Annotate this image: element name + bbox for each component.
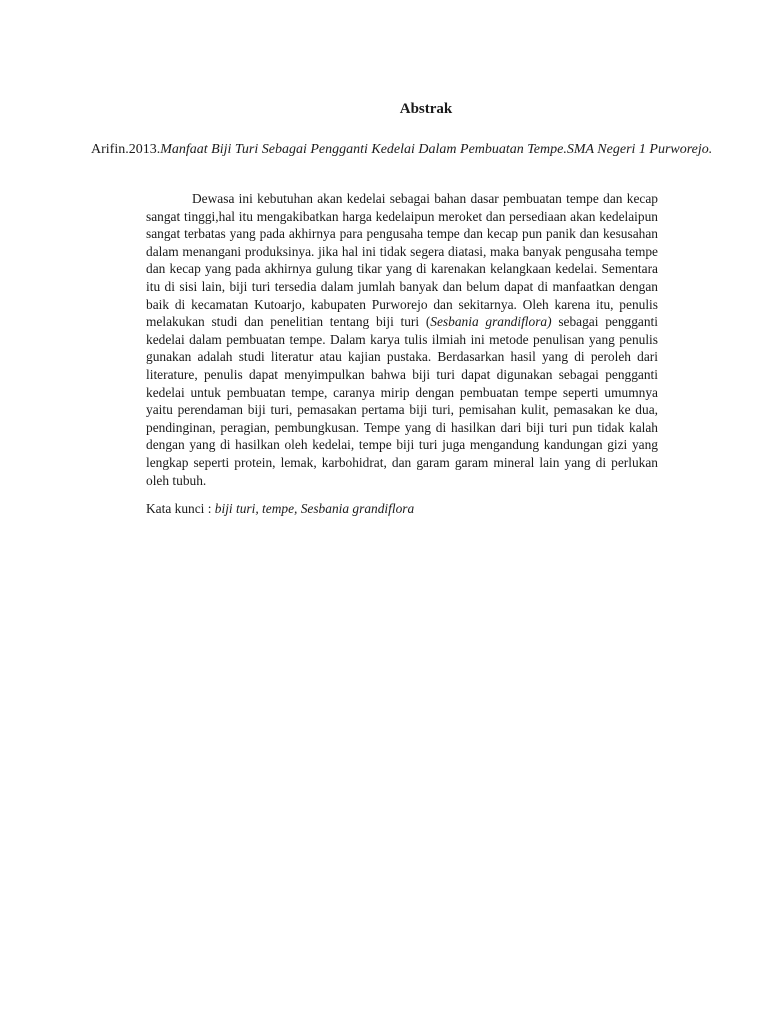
keywords-values: biji turi, tempe, Sesbania grandiflora — [214, 501, 415, 516]
abstract-heading: Abstrak — [399, 101, 453, 117]
abstract-species-name: Sesbania grandiflora) — [430, 314, 552, 330]
citation-author-year: Arifin.2013. — [91, 142, 161, 157]
abstract-text-part2: sebagai pengganti kedelai dalam pembuatan tempe. Dalam karya tulis ilmiah ini metode penulisan yang penulis gunakan adalah studi literatur atau kajian pustaka. Berdasarkan hasil yang di peroleh dari literature, penulis dapat menyimpulkan bahwa biji turi dapat digunakan sebagai pengganti kedelai untuk pembuatan tempe, caranya mirip dengan pembuatan tempe seperti umumnya yaitu perendaman biji turi, pemasakan pertama biji turi, pemisahan kulit, pemasakan ke dua, pendinginan, peragian, pembungkusan. Tempe yang di hasilkan dari biji turi pun tidak kalah dengan yang di hasilkan oleh kedelai, tempe biji turi juga mengandung kandungan gizi yang lengkap seperti protein, lemak, karbohidrat, dan garam garam mineral lain yang di perlukan oleh tubuh. — [146, 314, 658, 488]
abstract-text-part1: Dewasa ini kebutuhan akan kedelai sebagai bahan dasar pembuatan tempe dan kecap sangat tinggi,hal itu mengakibatkan harga kedelaipun meroket dan persediaan akan kedelaipun sangat terbatas yang pada akhirnya para pengusaha tempe dan kecap pun panik dan kesusahan dalam menangani produksinya. jika hal ini tidak segera diatasi, maka banyak pengusaha tempe dan kecap yang pada akhirnya gulung tikar yang di karenakan kelangkaan kedelai. Sementara itu di sisi lain, biji turi tersedia dalam jumlah banyak dan belum dapat di manfaatkan dengan baik di kecamatan Kutoarjo, kabupaten Purworejo dan sekitarnya. Oleh karena itu, penulis melakukan studi dan penelitian tentang biji turi ( — [146, 191, 658, 330]
keywords-label: Kata kunci : — [146, 501, 215, 516]
abstract-body — [146, 190, 658, 489]
citation — [91, 140, 714, 159]
keywords-line — [146, 500, 658, 518]
citation-work-title: Manfaat Biji Turi Sebagai Pengganti Kedelai Dalam Pembuatan Tempe.SMA Negeri 1 Purworejo. — [160, 142, 713, 157]
